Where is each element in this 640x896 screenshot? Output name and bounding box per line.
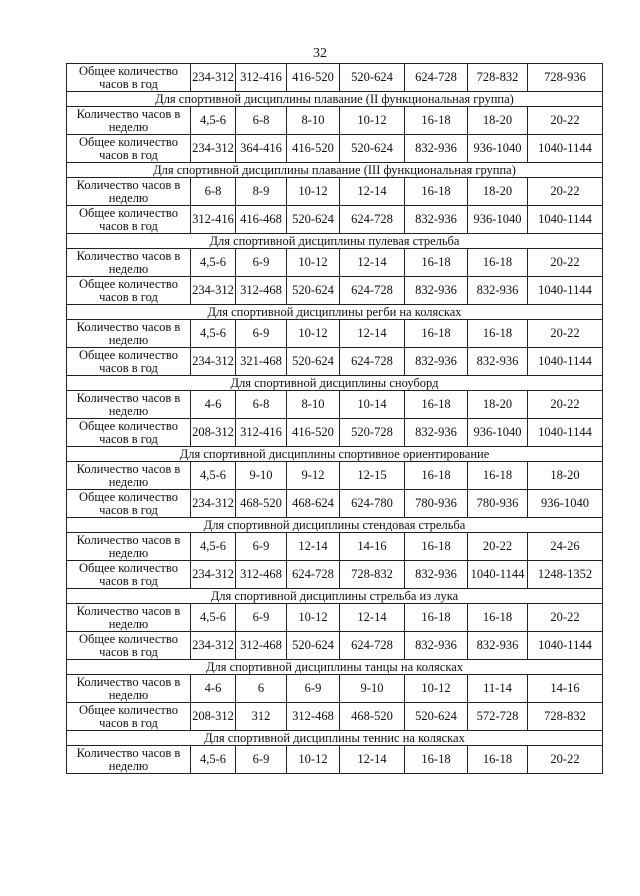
table-cell: 832-936 — [468, 348, 528, 376]
table-cell: 624-728 — [405, 64, 468, 92]
table-cell: 936-1040 — [468, 206, 528, 234]
table-cell: 832-936 — [468, 632, 528, 660]
table-row — [67, 135, 603, 163]
row-label: Общее количество часов в год — [67, 561, 191, 589]
table-cell: 312-468 — [287, 703, 340, 731]
table-cell: 20-22 — [528, 604, 603, 632]
table-cell: 6-9 — [236, 533, 287, 561]
table-row — [67, 249, 603, 277]
table-cell: 364-416 — [236, 135, 287, 163]
table-cell: 234-312 — [191, 348, 236, 376]
table-cell: 16-18 — [405, 391, 468, 419]
row-label: Количество часов в неделю — [67, 533, 191, 561]
table-cell: 12-14 — [340, 746, 405, 774]
table-cell: 18-20 — [468, 391, 528, 419]
table-row — [67, 462, 603, 490]
section-title: Для спортивной дисциплины теннис на колясках — [67, 731, 603, 746]
section-header-row — [67, 163, 603, 178]
row-label: Общее количество часов в год — [67, 135, 191, 163]
table-cell: 832-936 — [405, 419, 468, 447]
table-cell: 728-832 — [468, 64, 528, 92]
table-cell: 9-12 — [287, 462, 340, 490]
row-label: Общее количество часов в год — [67, 490, 191, 518]
table-cell: 12-14 — [287, 533, 340, 561]
table-row — [67, 320, 603, 348]
table-cell: 1040-1144 — [528, 135, 603, 163]
table-row — [67, 703, 603, 731]
table-cell: 10-12 — [340, 107, 405, 135]
table-body — [67, 64, 603, 774]
table-cell: 312-468 — [236, 561, 287, 589]
table-cell: 312 — [236, 703, 287, 731]
table-row — [67, 64, 603, 92]
table-cell: 4,5-6 — [191, 746, 236, 774]
table-cell: 24-26 — [528, 533, 603, 561]
table-cell: 12-14 — [340, 178, 405, 206]
row-label: Общее количество часов в год — [67, 419, 191, 447]
table-cell: 16-18 — [405, 178, 468, 206]
table-cell: 312-468 — [236, 277, 287, 305]
table-cell: 18-20 — [468, 107, 528, 135]
table-cell: 468-520 — [340, 703, 405, 731]
table-cell: 1040-1144 — [528, 206, 603, 234]
table-cell: 16-18 — [468, 604, 528, 632]
row-label: Количество часов в неделю — [67, 675, 191, 703]
table-cell: 468-624 — [287, 490, 340, 518]
table-cell: 16-18 — [468, 746, 528, 774]
table-cell: 832-936 — [405, 135, 468, 163]
table-cell: 520-624 — [287, 277, 340, 305]
table-cell: 10-12 — [287, 320, 340, 348]
table-cell: 4,5-6 — [191, 320, 236, 348]
section-header-row — [67, 234, 603, 249]
table-cell: 234-312 — [191, 632, 236, 660]
table-cell: 12-14 — [340, 320, 405, 348]
section-header-row — [67, 92, 603, 107]
row-label: Количество часов в неделю — [67, 107, 191, 135]
table-cell: 780-936 — [468, 490, 528, 518]
table-cell: 728-936 — [528, 64, 603, 92]
table-cell: 624-728 — [340, 348, 405, 376]
table-cell: 728-832 — [528, 703, 603, 731]
table-cell: 416-520 — [287, 64, 340, 92]
table-cell: 16-18 — [405, 320, 468, 348]
table-cell: 16-18 — [405, 746, 468, 774]
table-row — [67, 178, 603, 206]
table-cell: 1248-1352 — [528, 561, 603, 589]
table-cell: 20-22 — [528, 320, 603, 348]
table-row — [67, 107, 603, 135]
table-cell: 1040-1144 — [528, 277, 603, 305]
table-cell: 20-22 — [528, 391, 603, 419]
table-cell: 832-936 — [405, 561, 468, 589]
table-cell: 8-10 — [287, 107, 340, 135]
section-header-row — [67, 447, 603, 462]
table-cell: 16-18 — [468, 462, 528, 490]
table-cell: 4,5-6 — [191, 604, 236, 632]
table-cell: 10-12 — [405, 675, 468, 703]
table-cell: 832-936 — [468, 277, 528, 305]
table-cell: 416-520 — [287, 419, 340, 447]
table-cell: 6-8 — [191, 178, 236, 206]
table-cell: 18-20 — [528, 462, 603, 490]
row-label: Количество часов в неделю — [67, 178, 191, 206]
row-label: Количество часов в неделю — [67, 604, 191, 632]
table-cell: 8-9 — [236, 178, 287, 206]
table-cell: 624-780 — [340, 490, 405, 518]
table-cell: 10-12 — [287, 604, 340, 632]
table-cell: 8-10 — [287, 391, 340, 419]
table-row — [67, 561, 603, 589]
table-cell: 520-728 — [340, 419, 405, 447]
table-cell: 780-936 — [405, 490, 468, 518]
section-header-row — [67, 589, 603, 604]
table-cell: 10-12 — [287, 746, 340, 774]
table-row — [67, 632, 603, 660]
table-cell: 4-6 — [191, 391, 236, 419]
table-cell: 4,5-6 — [191, 107, 236, 135]
table-cell: 832-936 — [405, 206, 468, 234]
table-cell: 6-8 — [236, 391, 287, 419]
table-cell: 312-416 — [236, 64, 287, 92]
table-cell: 9-10 — [340, 675, 405, 703]
section-header-row — [67, 305, 603, 320]
table-cell: 4,5-6 — [191, 533, 236, 561]
table-cell: 4,5-6 — [191, 462, 236, 490]
training-hours-table — [66, 63, 603, 774]
row-label: Количество часов в неделю — [67, 391, 191, 419]
section-title: Для спортивной дисциплины танцы на колясках — [67, 660, 603, 675]
table-cell: 624-728 — [287, 561, 340, 589]
table-cell: 9-10 — [236, 462, 287, 490]
table-cell: 4,5-6 — [191, 249, 236, 277]
table-cell: 1040-1144 — [528, 348, 603, 376]
table-cell: 11-14 — [468, 675, 528, 703]
table-cell: 468-520 — [236, 490, 287, 518]
table-row — [67, 533, 603, 561]
table-row — [67, 490, 603, 518]
table-cell: 16-18 — [405, 249, 468, 277]
table-cell: 16-18 — [405, 107, 468, 135]
table-cell: 18-20 — [468, 178, 528, 206]
table-cell: 520-624 — [287, 206, 340, 234]
table-cell: 234-312 — [191, 561, 236, 589]
table-cell: 16-18 — [468, 249, 528, 277]
table-cell: 936-1040 — [468, 135, 528, 163]
table-cell: 16-18 — [405, 533, 468, 561]
table-cell: 6-8 — [236, 107, 287, 135]
row-label: Общее количество часов в год — [67, 277, 191, 305]
row-label: Количество часов в неделю — [67, 249, 191, 277]
table-cell: 12-15 — [340, 462, 405, 490]
table-cell: 16-18 — [405, 462, 468, 490]
table-cell: 624-728 — [340, 632, 405, 660]
row-label: Общее количество часов в год — [67, 348, 191, 376]
table-cell: 416-520 — [287, 135, 340, 163]
table-cell: 1040-1144 — [468, 561, 528, 589]
table-cell: 14-16 — [340, 533, 405, 561]
table-row — [67, 348, 603, 376]
table-cell: 20-22 — [528, 178, 603, 206]
table-cell: 6-9 — [236, 320, 287, 348]
table-cell: 16-18 — [405, 604, 468, 632]
table-cell: 208-312 — [191, 703, 236, 731]
table-cell: 936-1040 — [528, 490, 603, 518]
table-row — [67, 419, 603, 447]
section-title: Для спортивной дисциплины стендовая стрельба — [67, 518, 603, 533]
table-cell: 12-14 — [340, 249, 405, 277]
table-cell: 10-14 — [340, 391, 405, 419]
table-cell: 234-312 — [191, 490, 236, 518]
table-cell: 312-416 — [236, 419, 287, 447]
table-cell: 234-312 — [191, 64, 236, 92]
row-label: Общее количество часов в год — [67, 632, 191, 660]
table-cell: 624-728 — [340, 277, 405, 305]
table-cell: 208-312 — [191, 419, 236, 447]
table-cell: 312-416 — [191, 206, 236, 234]
table-cell: 520-624 — [287, 632, 340, 660]
table-cell: 1040-1144 — [528, 419, 603, 447]
page-number: 32 — [313, 46, 327, 61]
table-cell: 6-9 — [236, 746, 287, 774]
table-row — [67, 746, 603, 774]
table-cell: 20-22 — [528, 249, 603, 277]
section-title: Для спортивной дисциплины сноуборд — [67, 376, 603, 391]
table-cell: 520-624 — [340, 135, 405, 163]
row-label: Общее количество часов в год — [67, 703, 191, 731]
section-title: Для спортивной дисциплины плавание (II функциональная группа) — [67, 92, 603, 107]
table-cell: 6-9 — [287, 675, 340, 703]
table-cell: 16-18 — [468, 320, 528, 348]
table-cell: 14-16 — [528, 675, 603, 703]
table-cell: 321-468 — [236, 348, 287, 376]
table-cell: 832-936 — [405, 632, 468, 660]
table-row — [67, 206, 603, 234]
row-label: Общее количество часов в год — [67, 206, 191, 234]
table-cell: 234-312 — [191, 135, 236, 163]
section-header-row — [67, 518, 603, 533]
table-cell: 12-14 — [340, 604, 405, 632]
section-title: Для спортивной дисциплины стрельба из лука — [67, 589, 603, 604]
table-cell: 1040-1144 — [528, 632, 603, 660]
table-cell: 10-12 — [287, 178, 340, 206]
table-cell: 520-624 — [405, 703, 468, 731]
table-cell: 416-468 — [236, 206, 287, 234]
table-cell: 6 — [236, 675, 287, 703]
table-cell: 20-22 — [468, 533, 528, 561]
table-cell: 6-9 — [236, 249, 287, 277]
section-title: Для спортивной дисциплины плавание (III функциональная группа) — [67, 163, 603, 178]
table-cell: 572-728 — [468, 703, 528, 731]
table-cell: 20-22 — [528, 746, 603, 774]
section-header-row — [67, 376, 603, 391]
table-row — [67, 391, 603, 419]
section-title: Для спортивной дисциплины регби на колясках — [67, 305, 603, 320]
section-title: Для спортивной дисциплины спортивное ориентирование — [67, 447, 603, 462]
table-row — [67, 277, 603, 305]
table-cell: 4-6 — [191, 675, 236, 703]
table-cell: 832-936 — [405, 277, 468, 305]
table-cell: 312-468 — [236, 632, 287, 660]
section-header-row — [67, 660, 603, 675]
table-cell: 728-832 — [340, 561, 405, 589]
table-cell: 6-9 — [236, 604, 287, 632]
table-cell: 10-12 — [287, 249, 340, 277]
table-cell: 234-312 — [191, 277, 236, 305]
row-label: Количество часов в неделю — [67, 746, 191, 774]
table-cell: 520-624 — [287, 348, 340, 376]
table-cell: 20-22 — [528, 107, 603, 135]
table-cell: 624-728 — [340, 206, 405, 234]
table-cell: 832-936 — [405, 348, 468, 376]
row-label: Количество часов в неделю — [67, 320, 191, 348]
table-cell: 520-624 — [340, 64, 405, 92]
table-row — [67, 675, 603, 703]
table-row — [67, 604, 603, 632]
table-cell: 936-1040 — [468, 419, 528, 447]
row-label: Общее количество часов в год — [67, 64, 191, 92]
section-title: Для спортивной дисциплины пулевая стрельба — [67, 234, 603, 249]
row-label: Количество часов в неделю — [67, 462, 191, 490]
section-header-row — [67, 731, 603, 746]
